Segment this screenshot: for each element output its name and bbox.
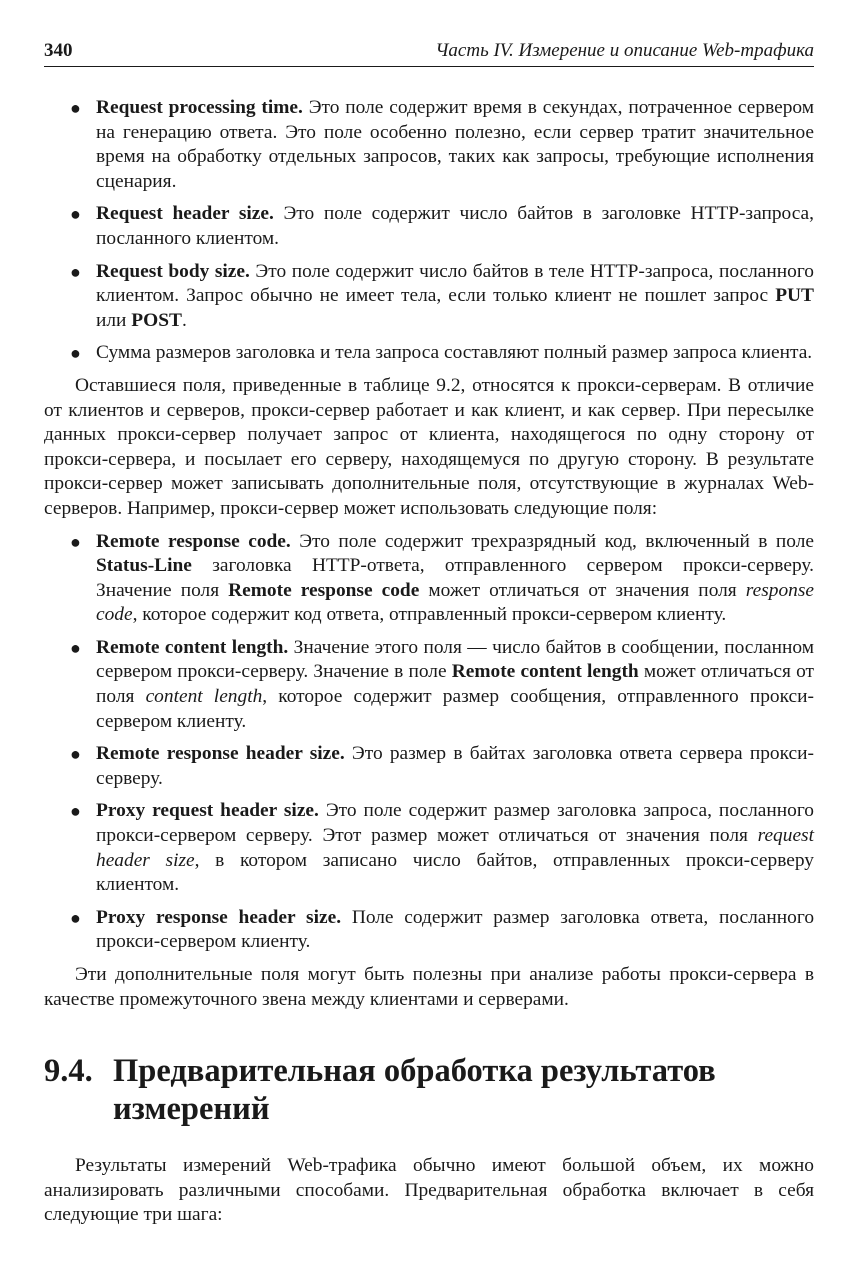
bullet-icon: ● xyxy=(70,801,81,822)
section-number: 9.4. xyxy=(44,1053,93,1090)
bullet-icon: ● xyxy=(70,744,81,765)
paragraph: Оставшиеся поля, приведенные в таблице 9.2, относятся к прокси-серверам. В отличие от клиентов и серверов, прокси-сервер работает и как клиент, и как сервер. При пересылке данных прокси-сервер получает запрос от клиента, находящегося по одну сторону от прокси-сервера, и посылает его серверу, находящемуся по другую сторону. В результате прокси-сервер может записывать дополнительные поля, отсутствующие в журналах Web-серверов. Например, прокси-сервер может использовать следующие поля: xyxy=(44,374,814,519)
bullet-icon: ● xyxy=(70,637,81,658)
field-term: Request processing time. xyxy=(96,97,303,118)
field-term: Remote response code. xyxy=(96,530,291,552)
list-item: ● Request header size. Это поле содержит число байтов в заголовке HTTP-запроса, посланного клиентом. xyxy=(70,203,814,249)
bullet-icon: ● xyxy=(70,531,81,552)
field-term: Request body size. xyxy=(96,260,250,282)
list-item: ● Request processing time. Это поле содержит время в секундах, потраченное сервером на генерацию ответа. Это поле особенно полезно, если сервер тратит значительное время на обработку отдельных запросов, таких как запросы, требующие исполнения сценария. xyxy=(70,97,815,192)
list-item: ● Proxy request header size. Это поле содержит размер заголовка запроса, посланного прокси-сервером серверу. Этот размер может отличаться от значения поля request header size, в котором записано число байтов, отправленных прокси-серверу клиентом. xyxy=(70,800,814,896)
field-term: Remote content length. xyxy=(96,636,289,658)
request-fields-list xyxy=(44,96,814,366)
field-term: Remote response header size. xyxy=(96,743,345,765)
list-item: ● Request body size. Это поле содержит число байтов в теле HTTP-запроса, посланного клиентом. Запрос обычно не имеет тела, если только клиент не пошлет запрос PUT или POST. xyxy=(70,260,815,331)
list-item: ● Remote response code. Это поле содержит трехразрядный код, включенный в поле Status-Line заголовка HTTP-ответа, отправленного сервером прокси-серверу. Значение поля Remote response code может отличаться от значения поля response code, которое содержит код ответа, отправленный прокси-сервером клиенту. xyxy=(70,530,815,626)
page-header xyxy=(44,38,814,67)
page-body xyxy=(44,96,814,1236)
section-title-line2: измерений xyxy=(113,1091,270,1128)
paragraph: Эти дополнительные поля могут быть полезны при анализе работы прокси-сервера в качестве промежуточного звена между клиентами и серверами. xyxy=(44,964,814,1010)
field-term: Proxy response header size. xyxy=(96,906,342,928)
bullet-icon: ● xyxy=(70,907,81,928)
field-term: Proxy request header size. xyxy=(96,800,319,822)
bullet-icon: ● xyxy=(70,98,81,118)
list-item: ● Сумма размеров заголовка и тела запроса составляют полный размер запроса клиента. xyxy=(44,341,814,366)
paragraph: Результаты измерений Web-трафика обычно имеют большой объем, их можно анализировать различными способами. Предварительная обработка включает в себя следующие три шага: xyxy=(44,1155,814,1226)
list-item: ● Proxy response header size. Поле содержит размер заголовка ответа, посланного прокси-сервером клиенту. xyxy=(70,906,815,953)
proxy-fields-list xyxy=(44,530,814,956)
list-item: ● Remote content length. Значение этого поля — число байтов в сообщении, посланном сервером прокси-серверу. Значение в поле Remote content length может отличаться от поля content length, которое содержит размер сообщения, отправленного прокси-сервером клиенту. xyxy=(70,636,814,732)
section-title-line1: Предварительная обработка результатов xyxy=(113,1053,716,1090)
bullet-icon: ● xyxy=(70,261,81,282)
field-term: Request header size. xyxy=(96,203,274,225)
bullet-icon: ● xyxy=(70,204,81,225)
page-number: 340 xyxy=(44,40,73,61)
running-title: Часть IV. Измерение и описание Web-трафика xyxy=(435,40,814,61)
list-item: ● Remote response header size. Это размер в байтах заголовка ответа сервера прокси-серверу. xyxy=(70,743,814,789)
section-heading xyxy=(44,1052,814,1128)
bullet-icon: ● xyxy=(70,343,81,364)
